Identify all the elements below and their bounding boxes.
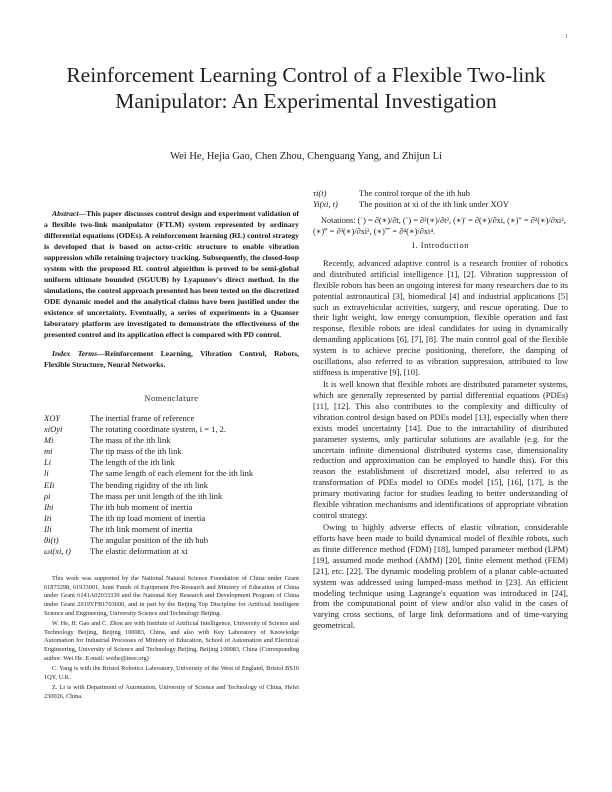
nomenclature-row — [44, 513, 299, 524]
nomenclature-symbol: θi(t) — [44, 535, 59, 546]
page-number: 1 — [565, 34, 568, 40]
nomenclature-row — [44, 435, 299, 446]
nomenclature-definition: The ith hub moment of inertia — [90, 501, 193, 512]
nomenclature-symbol: Mi — [44, 435, 54, 446]
nomenclature-row — [44, 424, 299, 435]
nomenclature-definition: The ith link moment of inertia — [90, 523, 193, 534]
footnote: C. Yang is with the Bristol Robotics Laboratory, University of the West of England, Bristol BS16 1QY, U.K. — [44, 665, 299, 681]
nomenclature-row — [44, 446, 299, 457]
nomenclature-definition: The mass of the ith link — [90, 435, 171, 446]
nomenclature-symbol: ωi(xi, t) — [44, 546, 71, 557]
nomenclature-list — [44, 413, 299, 557]
nomenclature-definition: The same length of each element for the ith link — [90, 468, 254, 479]
nomenclature-row — [44, 502, 299, 513]
paper-title: Reinforcement Learning Control of a Flexible Two-link Manipulator: An Experimental Investigation — [66, 63, 546, 113]
index-terms-label: Index Terms — [52, 349, 98, 358]
nomenclature-row — [44, 468, 299, 479]
nomenclature-row — [44, 491, 299, 502]
nomenclature-symbol: Ihi — [44, 501, 54, 512]
nomenclature-row — [44, 524, 299, 535]
nomenclature-symbol: li — [44, 468, 49, 479]
author-list: Wei He, Hejia Gao, Chen Zhou, Chenguang Yang, and Zhijun Li — [170, 151, 442, 162]
index-terms — [44, 348, 299, 370]
paragraph: Recently, advanced adaptive control is a research frontier of robotics and distributed artificial intelligence [1], [2]. Vibration suppression of flexible robots has been an ongoing interest for many researchers due to its potential astronautical [3], biomedical [4] and industrial applications [5] such as extravehicular activities, surgery, and rescue operating. Due to their light weight, low energy consumption, flexible operation and fast response, flexible robots are ideal candidates for using in dynamically demanding applications [6], [7], [8]. The main control goal of the flexible system is to achieve precise positioning, therefore, the damping of oscillations, also referred to as vibration suppression, attributed to low stiffness is imperative [9], [10]. — [313, 258, 568, 377]
nomenclature-symbol: ρi — [44, 490, 51, 501]
nomenclature-definition: The bending rigidity of the ith link — [90, 479, 209, 490]
paragraph: It is well known that flexible robots are distributed parameter systems, which are generally represented by partial differential equations (PDEs) [11], [12]. This also contributes to the complexity and difficulty of vibration control design based on PDEs model [13], especially when there exists model uncertainty [14]. Due to the intractability of distributed parameter systems, only particular solutions are available (e.g. for the uncertain infinite dimensional distributed systems case, dimensionality reduction and approximation can be employed to handle this). For this reason the establishment of discretized model, also referred to as transformation of PDEs model to ODEs model [15], [16], [17], is the primary motivating factor for studies leading to better understanding of flexible vibration mechanisms and identifications of appropriate vibration control strategy. — [313, 379, 568, 520]
abstract-text: —This paper discusses control design and experiment validation of a flexible two-link manipulator (FTLM) system represented by ordinary differential equations (ODEs). A reinforcement learning (RL) control strategy is developed that is based on actor-critic structure to enable vibration suppression while retaining trajectory tracking. Subsequently, the closed-loop system with the proposed RL control algorithm is proved to be semi-global uniform ultimate bounded (SGUUB) by Lyapunov's direct method. In the simulations, the control approach presented has been tested on the discretized ODE dynamic model and the analytical claims have been justified under the existence of uncertainty. Eventually, a series of experiments in a Quanser laboratory platform are investigated to demonstrate the effectiveness of the presented control and its application effect is compared with PD control. — [44, 209, 299, 339]
nomenclature-symbol: Ili — [44, 523, 52, 534]
nomenclature-heading: Nomenclature — [144, 394, 199, 403]
nomenclature-symbol: Yi(xi, t) — [313, 199, 338, 210]
nomenclature-list-continued — [313, 188, 568, 210]
nomenclature-definition: The angular position of the ith hub — [90, 535, 209, 546]
nomenclature-definition: The inertial frame of reference — [90, 413, 195, 423]
nomenclature-row — [44, 546, 299, 557]
nomenclature-row — [44, 480, 299, 491]
nomenclature-definition: The elastic deformation at xi — [90, 546, 188, 557]
nomenclature-symbol: mi — [44, 446, 53, 457]
footnote: This work was supported by the National Natural Science Foundation of China under Grant 61873298, 61933001, Joint Funds of Equipment Pre-Research and Ministry of Education of China under Grant 6141A02033339 and the National Key Research and Development Program of China under Grant 2019YFB1703600, and in part by the Beijing Top Discipline for Artificial Intelligent Science and Engineering, University Science and Technology Beijing. — [44, 575, 299, 617]
nomenclature-definition: The mass per unit length of the ith link — [90, 490, 223, 501]
paragraph: Owing to highly adverse effects of elastic vibration, considerable efforts have been made to build dynamical model of flexible robots, such as finite difference method (FDM) [18], lumped parameter method (LPM) [19], assumed mode method (AMM) [20], finite element method (FEM) [21], etc. [22]. The dynamic modeling problem of a planar cable-actuated system was addressed using lumped-mass method in [23]. An efficient modeling technique using Lagrange's equation was introduced in [24], from the computational point of view and/or also valid in the cases of varying cross sections, of large link deformations and of time-varying geometrical. — [313, 522, 568, 631]
index-terms-text: —Reinforcement Learning, Vibration Control, Robots, Flexible Structure, Neural Networks. — [44, 349, 299, 369]
introduction-heading: I. Introduction — [412, 241, 469, 251]
nomenclature-definition: The ith tip load moment of inertia — [90, 512, 206, 523]
nomenclature-definition: The rotating coordinate system, i = 1, 2. — [90, 424, 227, 435]
left-column — [44, 188, 299, 704]
nomenclature-row — [44, 535, 299, 546]
nomenclature-symbol: XOY — [44, 413, 61, 423]
introduction-body — [313, 258, 568, 631]
footnotes — [44, 575, 299, 701]
abstract-label: Abstract — [52, 209, 79, 218]
nomenclature-symbol: τi(t) — [313, 188, 327, 198]
abstract — [44, 208, 299, 340]
nomenclature-row — [44, 413, 299, 424]
right-column — [313, 188, 568, 633]
nomenclature-symbol: Li — [44, 457, 52, 468]
nomenclature-row — [313, 188, 568, 199]
nomenclature-row — [313, 199, 568, 210]
nomenclature-definition: The length of the ith link — [90, 457, 175, 468]
nomenclature-definition: The position at xi of the ith link under XOY — [359, 199, 509, 210]
notation-line: Notations: (˙) = ∂(∗)/∂t, (¨) = ∂²(∗)/∂t², (∗)′ = ∂(∗)/∂xi, (∗)″ = ∂²(∗)/∂xi², (∗)‴ = ∂³(∗)/∂xi³, (∗)⁗ = ∂⁴(∗)/∂xi⁴. — [313, 216, 566, 236]
nomenclature-symbol: Iti — [44, 512, 52, 523]
nomenclature-symbol: xiOyi — [44, 424, 63, 435]
nomenclature-definition: The tip mass of the ith link — [90, 446, 182, 457]
nomenclature-definition: The control torque of the ith hub — [359, 188, 470, 198]
nomenclature-symbol: EIi — [44, 479, 55, 490]
nomenclature-row — [44, 457, 299, 468]
footnote: W. He, H. Gao and C. Zhou are with Institute of Artificial Intelligence, University of Science and Technology Beijing, Beijing 100083, China, and also with Key Laboratory of Knowledge Automation for Industrial Processes of Ministry of Education, School of Automation and Electrical Engineering, University of Science and Technology Beijing, Beijing 100083, China (Corresponding author: Wei He. E-mail: weihe@ieee.org) — [44, 620, 299, 662]
footnote: Z. Li is with Department of Automation, University of Science and Technology of China, Hefei 230026, China. — [44, 684, 299, 700]
